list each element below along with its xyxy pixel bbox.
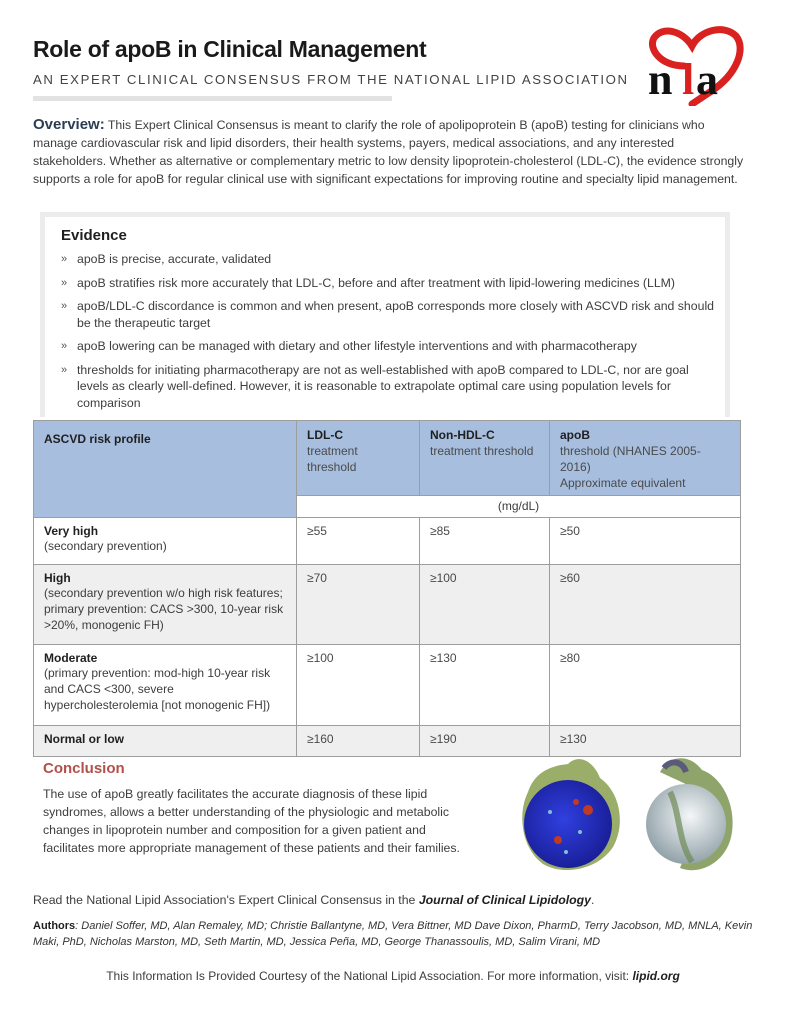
heart-logo-icon (640, 26, 750, 106)
apob-value: ≥130 (550, 726, 741, 757)
apob-molecule-gray-image (640, 752, 740, 876)
footer: This Information Is Provided Courtesy of the National Lipid Association. For more information, visit: lipid.org (106, 969, 680, 983)
risk-desc: (primary prevention: mod-high 10-year risk and CACS <300, severe hypercholesterolemia [not monogenic FH]) (44, 666, 271, 712)
bullet-icon: » (61, 363, 68, 376)
apob-molecule-blue-image (508, 752, 626, 876)
nonhdl-value: ≥190 (420, 726, 550, 757)
header-risk-profile: ASCVD risk profile (34, 421, 297, 518)
journal-link[interactable]: Journal of Clinical Lipidology (418, 893, 591, 907)
table-row (34, 565, 741, 645)
evidence-item: » apoB stratifies risk more accurately that LDL-C, before and after treatment with lipid-lowering medicines (LLM) (61, 275, 676, 290)
risk-threshold-table (33, 420, 741, 757)
nonhdl-value: ≥85 (420, 518, 550, 565)
risk-desc: (secondary prevention) (44, 539, 167, 553)
apob-value: ≥80 (550, 645, 741, 726)
nonhdl-value: ≥130 (420, 645, 550, 726)
evidence-item: » apoB lowering can be managed with dietary and other lifestyle interventions and with pharmacotherapy (61, 339, 637, 353)
ldl-value: ≥55 (297, 518, 420, 565)
evidence-box (40, 212, 730, 417)
svg-text:n: n (648, 55, 673, 104)
ldl-value: ≥100 (297, 645, 420, 726)
risk-name: Moderate (44, 651, 98, 665)
header-apob: apoB threshold (NHANES 2005-2016) Approximate equivalent (550, 421, 741, 496)
evidence-item: » apoB/LDL-C discordance is common and when present, apoB corresponds more closely with ASCVD risk and should be the therapeutic target (61, 299, 715, 330)
bullet-icon: » (61, 340, 68, 352)
conclusion-title: Conclusion (43, 760, 125, 777)
table-row (34, 645, 741, 726)
table-header-row (34, 421, 741, 496)
svg-text:l: l (682, 55, 695, 104)
apob-value: ≥60 (550, 565, 741, 645)
page-title: Role of apoB in Clinical Management (33, 36, 427, 62)
evidence-title: Evidence (61, 227, 127, 244)
title-divider (33, 96, 392, 101)
lipid-org-link[interactable]: lipid.org (632, 969, 680, 983)
header-ldl-c: LDL-C treatment threshold (297, 421, 420, 496)
read-more-line: Read the National Lipid Association's Expert Clinical Consensus in the Journal of Clinical Lipidology. (33, 893, 595, 907)
overview-section (33, 116, 748, 188)
evidence-item: » thresholds for initiating pharmacotherapy are not as well-established with apoB compared to LDL-C, nor are goal levels as clearly well-defined. However, it is reasonable to extrapolate optimal care using population levels for comparison (61, 362, 689, 410)
overview-text: This Expert Clinical Consensus is meant to clarify the role of apolipoprotein B (apoB) testing for clinicians who manage cardiovascular risk and lipid disorders, their health systems, payers, medical associations, and any interested stakeholders. Whether as alternative or complementary metric to low density lipoprotein-cholesterol (LDL-C), the evidence strongly supports a role for apoB for regular clinical use with significant expectations for improving routine and specialty lipid management. (33, 118, 744, 186)
evidence-item: » apoB is precise, accurate, validated (61, 252, 272, 266)
evidence-list (61, 251, 721, 418)
table-row (34, 518, 741, 565)
apob-value: ≥50 (550, 518, 741, 565)
units-label: (mg/dL) (297, 496, 741, 518)
bullet-icon: » (61, 276, 68, 289)
svg-text:a: a (696, 55, 718, 104)
ldl-value: ≥70 (297, 565, 420, 645)
risk-name: High (44, 571, 71, 585)
authors-names: : Daniel Soffer, MD, Alan Remaley, MD; Christie Ballantyne, MD, Vera Bittner, MD Dave Dixon, PharmD, Terry Jacobson, MD, MNLA, Kevin Maki, PhD, Nicholas Marston, MD, Seth Martin, MD, Jessica Peña, MD, George Thanassoulis, MD, Salim Virani, MD (33, 920, 753, 948)
risk-name: Normal or low (44, 732, 125, 746)
bullet-icon: » (61, 300, 68, 312)
nla-logo (640, 26, 750, 106)
ldl-value: ≥160 (297, 726, 420, 757)
header-non-hdl-c: Non-HDL-C treatment threshold (420, 421, 550, 496)
authors-list (33, 918, 753, 950)
risk-name: Very high (44, 524, 99, 538)
bullet-icon: » (61, 253, 68, 265)
risk-desc: (secondary prevention w/o high risk features; primary prevention: CACS >300, 10-year risk >20%, monogenic FH) (44, 586, 284, 632)
nonhdl-value: ≥100 (420, 565, 550, 645)
table-row (34, 726, 741, 757)
conclusion-text: The use of apoB greatly facilitates the accurate diagnosis of these lipid syndromes, allows a better understanding of the physiologic and metabolic changes in lipoprotein number and composition for a given patient and facilitates more appropriate management of these patients and their families. (43, 787, 460, 855)
overview-label: Overview: (33, 116, 105, 133)
authors-label: Authors (33, 920, 76, 932)
page-subtitle: AN EXPERT CLINICAL CONSENSUS FROM THE NATIONAL LIPID ASSOCIATION (33, 72, 629, 87)
